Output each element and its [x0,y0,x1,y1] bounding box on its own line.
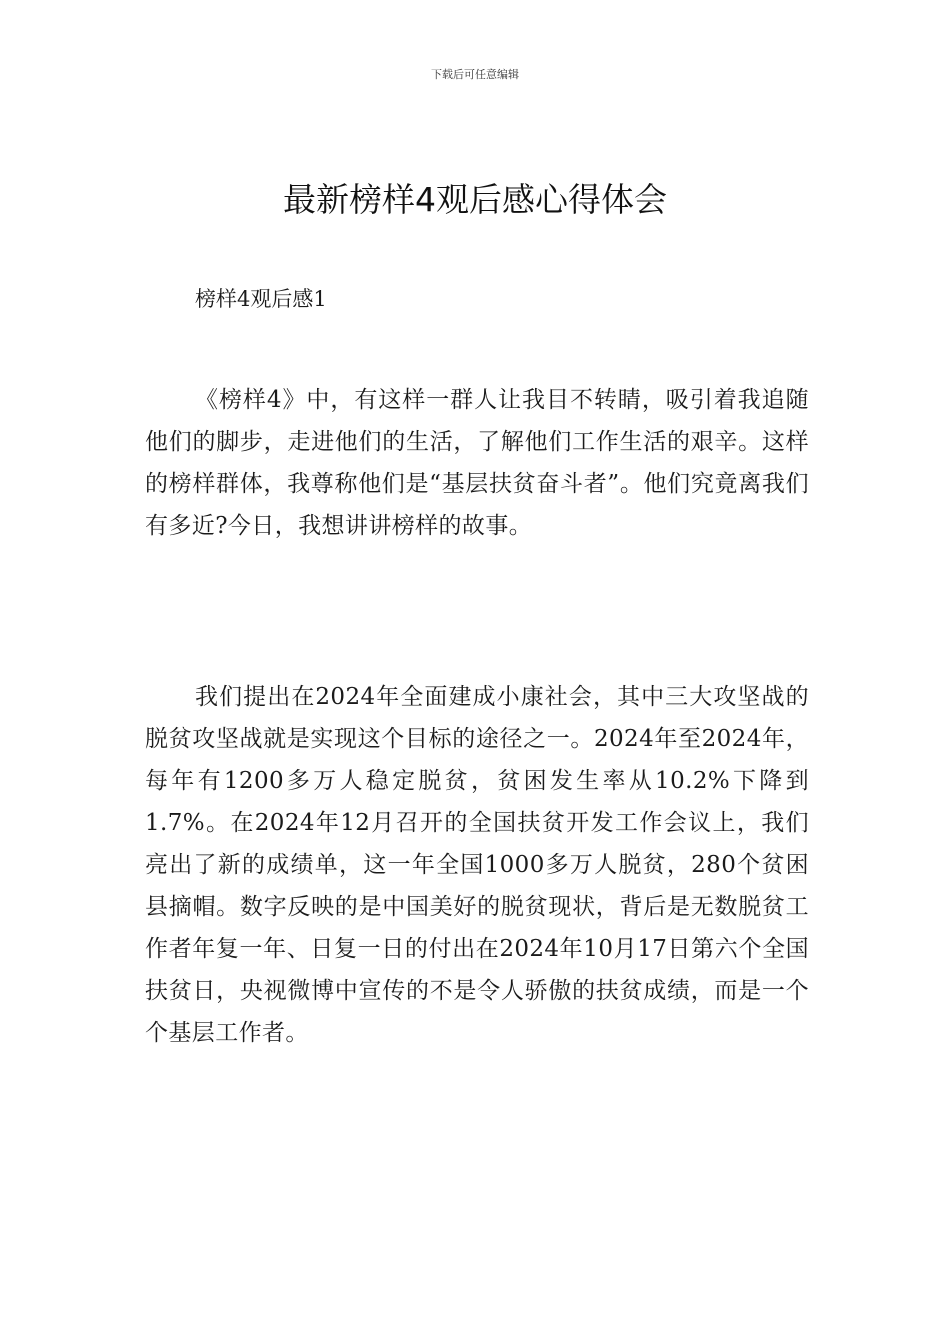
body-paragraph-2: 我们提出在2024年全面建成小康社会，其中三大攻坚战的脱贫攻坚战就是实现这个目标的途径之一。2024年至2024年，每年有1200多万人稳定脱贫，贫困发生率从10.2%下降到1.7%。在2024年12月召开的全国扶贫开发工作会议上，我们亮出了新的成绩单，这一年全国1000多万人脱贫，280个贫困县摘帽。数字反映的是中国美好的脱贫现状，背后是无数脱贫工作者年复一年、日复一日的付出在2024年10月17日第六个全国扶贫日，央视微博中宣传的不是令人骄傲的扶贫成绩，而是一个个基层工作者。 [145,684,809,1046]
page-header-note: 下载后可任意编辑 [431,68,519,81]
section-subheading: 榜样4观后感1 [195,287,327,311]
body-paragraph-1: 《榜样4》中，有这样一群人让我目不转睛，吸引着我追随他们的脚步，走进他们的生活，了解他们工作生活的艰辛。这样的榜样群体，我尊称他们是“基层扶贫奋斗者”。他们究竟离我们有多近?今日，我想讲讲榜样的故事。 [145,387,809,539]
document-title: 最新榜样4观后感心得体会 [283,180,667,219]
